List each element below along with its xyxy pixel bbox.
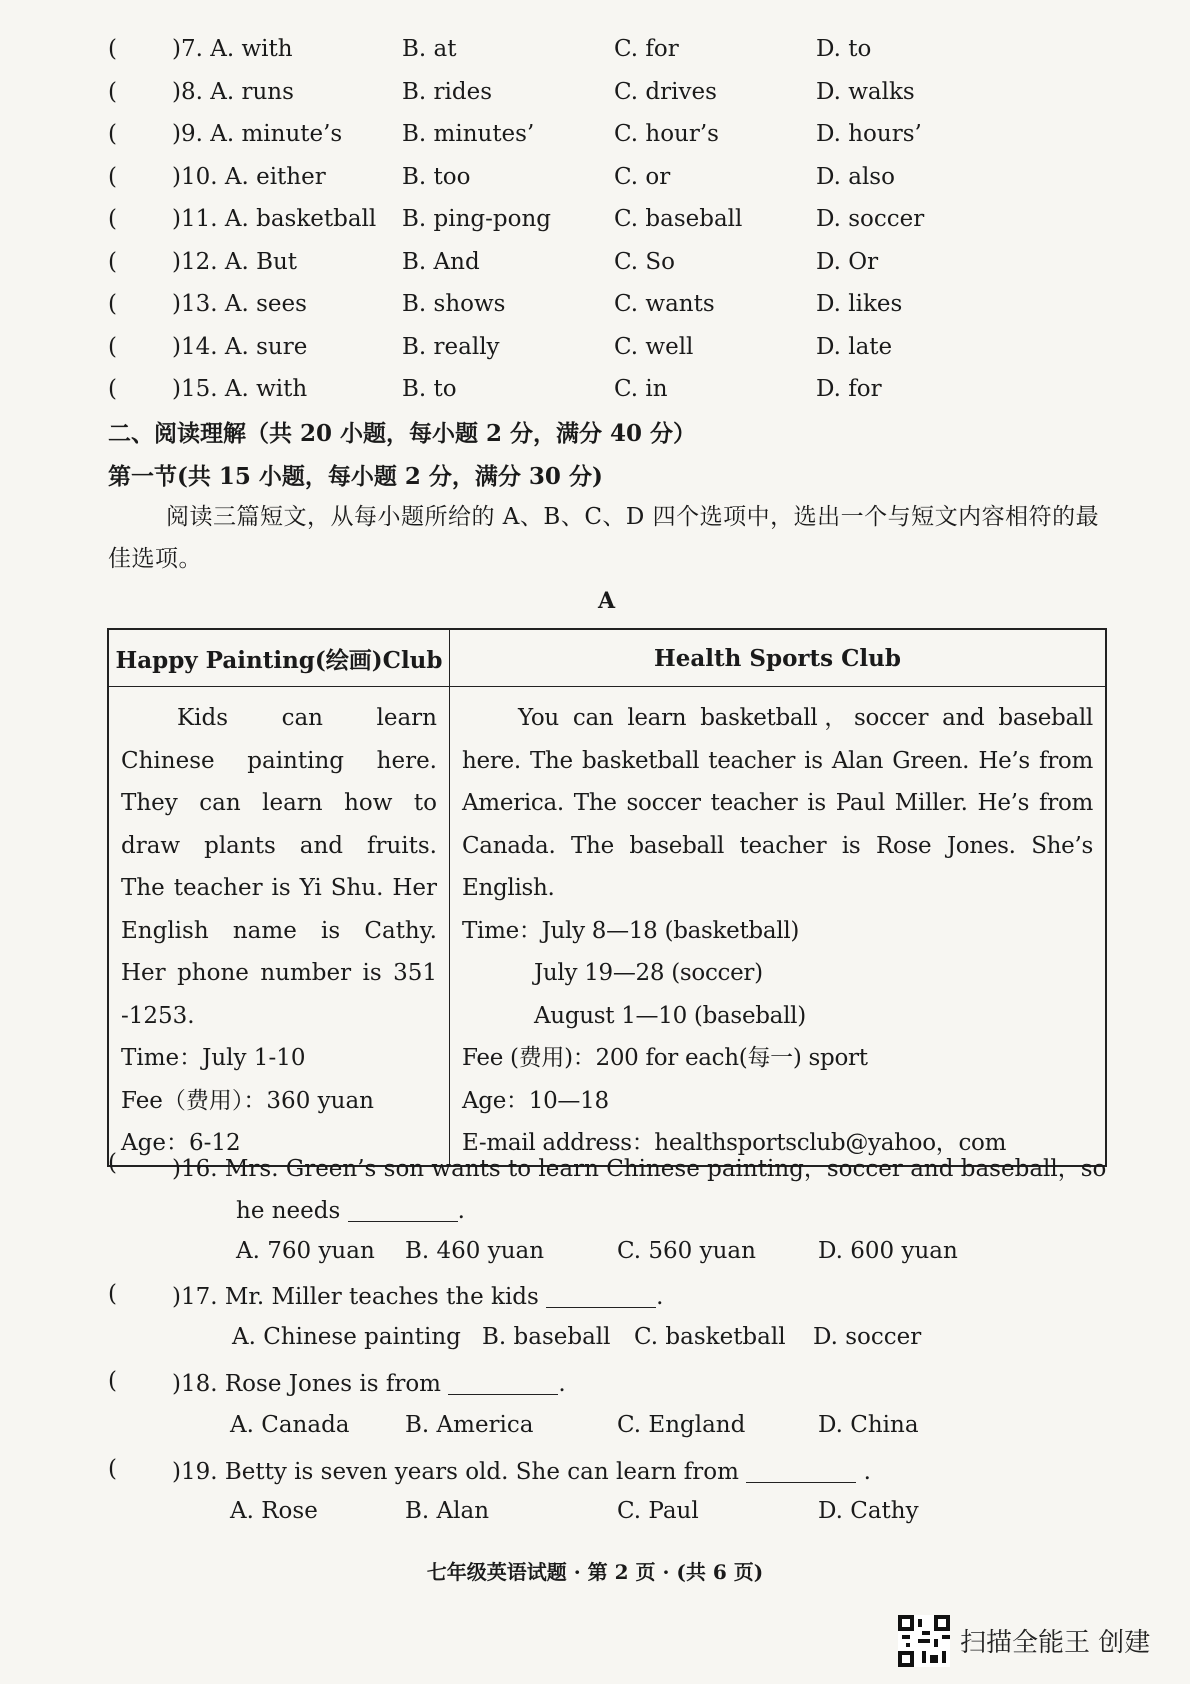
q19-paren: (	[108, 1456, 117, 1482]
cloze-option-d: D. also	[816, 163, 895, 190]
cloze-option-b: B. shows	[402, 291, 506, 317]
qr-code-icon	[898, 1615, 950, 1667]
sports-club-age: Age：10—18	[462, 1087, 609, 1114]
q16-paren: (	[108, 1150, 117, 1176]
sports-club-fee: Fee (费用)：200 for each(每一) sport	[462, 1045, 868, 1071]
cloze-option-a: )7. A. with	[172, 36, 293, 62]
q17-option-a: A. Chinese painting	[232, 1324, 461, 1350]
cloze-row-paren: (	[108, 121, 117, 147]
cloze-option-c: C. or	[614, 163, 671, 190]
painting-club-fee: Fee（费用）：360 yuan	[121, 1087, 374, 1114]
q19-answer-blank	[746, 1456, 856, 1483]
sports-club-time-baseball: August 1—10 (baseball)	[534, 1002, 806, 1029]
q19-option-d: D. Cathy	[818, 1498, 919, 1524]
cloze-option-d: D. soccer	[816, 206, 925, 232]
painting-club-description: Kids can learn Chinese painting here. They can learn how to draw plants and fruits. The teacher is Yi Shu. Her English name is Cathy. Her phone number is 351 -1253.	[121, 705, 437, 1029]
passage-label: A	[598, 588, 616, 614]
q18-stem-line: )18. Rose Jones is from .	[172, 1368, 566, 1397]
sports-club-time-soccer: July 19—28 (soccer)	[534, 960, 763, 986]
cloze-row-paren: (	[108, 376, 117, 402]
q18-option-c: C. England	[617, 1412, 746, 1438]
sports-club-description: You can learn basketball，soccer and baseball here. The basketball teacher is Alan Green. He’s from America. The soccer teacher is Paul Miller. He’s from Canada. The baseball teacher is Rose Jones. She’s English.	[462, 705, 1093, 901]
q18-option-a: A. Canada	[230, 1412, 350, 1438]
cloze-option-d: D. to	[816, 36, 872, 62]
sports-club-info	[450, 687, 1107, 1166]
cloze-option-d: D. hours’	[816, 121, 922, 147]
q19-option-c: C. Paul	[617, 1498, 699, 1524]
cloze-row-paren: (	[108, 36, 117, 62]
q17-option-b: B. baseball	[482, 1324, 611, 1350]
cloze-row-paren: (	[108, 206, 117, 232]
cloze-row-paren: (	[108, 248, 117, 275]
clubs-table	[107, 628, 1107, 1167]
q16-option-b: B. 460 yuan	[405, 1238, 545, 1264]
part1-title: 第一节(共 15 小题，每小题 2 分，满分 30 分)	[108, 463, 603, 490]
cloze-option-b: B. really	[402, 333, 500, 360]
cloze-option-c: C. for	[614, 36, 679, 62]
cloze-option-c: C. baseball	[614, 206, 743, 232]
page-footer: 七年级英语试题 · 第 2 页 · (共 6 页)	[426, 1560, 764, 1584]
sports-club-title: Health Sports Club	[450, 629, 1107, 687]
cloze-row-paren: (	[108, 333, 117, 360]
cloze-option-c: C. drives	[614, 78, 717, 105]
q16-option-a: A. 760 yuan	[236, 1238, 375, 1264]
q18-paren: (	[108, 1368, 117, 1394]
cloze-option-b: B. to	[402, 376, 457, 402]
cloze-option-a: )14. A. sure	[172, 333, 308, 360]
q18-answer-blank	[448, 1368, 558, 1395]
cloze-row-paren: (	[108, 78, 117, 105]
cloze-option-b: B. minutes’	[402, 121, 535, 147]
reading-instructions: 阅读三篇短文，从每小题所给的 A、B、C、D 四个选项中，选出一个与短文内容相符的最佳选项。	[108, 504, 1100, 572]
q16-stem: )16. Mrs. Green’s son wants to learn Chinese painting，soccer and baseball，so	[172, 1156, 1107, 1182]
cloze-option-d: D. Or	[816, 248, 879, 275]
cloze-option-a: )15. A. with	[172, 376, 308, 402]
painting-club-time: Time：July 1-10	[121, 1045, 306, 1071]
q17-answer-blank	[546, 1281, 656, 1308]
cloze-option-c: C. wants	[614, 291, 715, 317]
q17-paren: (	[108, 1281, 117, 1307]
q16-option-c: C. 560 yuan	[617, 1238, 756, 1264]
q18-option-b: B. America	[405, 1412, 534, 1438]
q19-stem-line: )19. Betty is seven years old. She can learn from .	[172, 1456, 871, 1485]
q18-option-d: D. China	[818, 1412, 919, 1438]
cloze-option-a: )8. A. runs	[172, 78, 294, 105]
cloze-option-b: B. too	[402, 163, 471, 190]
cloze-option-d: D. for	[816, 376, 882, 402]
cloze-option-c: C. So	[614, 248, 676, 275]
scanner-watermark: 扫描全能王 创建	[960, 1628, 1151, 1658]
painting-club-title: Happy Painting(绘画)Club	[108, 629, 450, 687]
sports-club-email: E-mail address：healthsportsclub@yahoo，com	[462, 1130, 1007, 1156]
cloze-row-paren: (	[108, 291, 117, 317]
cloze-option-a: )11. A. basketball	[172, 206, 377, 232]
cloze-option-a: )10. A. either	[172, 163, 326, 190]
cloze-option-d: D. walks	[816, 78, 915, 105]
q16-option-d: D. 600 yuan	[818, 1238, 958, 1264]
q17-stem-line: )17. Mr. Miller teaches the kids .	[172, 1281, 663, 1310]
cloze-option-c: C. well	[614, 333, 694, 360]
q16-answer-blank	[348, 1195, 458, 1222]
cloze-option-b: B. rides	[402, 78, 493, 105]
q19-option-b: B. Alan	[405, 1498, 490, 1524]
section2-title: 二、阅读理解（共 20 小题，每小题 2 分，满分 40 分）	[108, 420, 697, 447]
cloze-option-b: B. ping-pong	[402, 206, 552, 232]
q19-option-a: A. Rose	[230, 1498, 318, 1524]
cloze-option-b: B. And	[402, 248, 480, 275]
cloze-option-a: )13. A. sees	[172, 291, 307, 317]
painting-club-info	[108, 687, 450, 1166]
q16-stem-cont: he needs .	[236, 1195, 465, 1224]
cloze-option-b: B. at	[402, 36, 457, 62]
q17-option-d: D. soccer	[813, 1324, 922, 1350]
sports-club-time-basketball: Time：July 8—18 (basketball)	[462, 917, 800, 944]
cloze-option-a: )12. A. But	[172, 248, 298, 275]
q17-option-c: C. basketball	[634, 1324, 786, 1350]
cloze-option-d: D. late	[816, 333, 893, 360]
cloze-option-d: D. likes	[816, 291, 903, 317]
painting-club-age: Age：6-12	[121, 1130, 241, 1156]
cloze-option-a: )9. A. minute’s	[172, 121, 343, 147]
cloze-option-c: C. hour’s	[614, 121, 719, 147]
cloze-row-paren: (	[108, 163, 117, 190]
cloze-option-c: C. in	[614, 376, 668, 402]
